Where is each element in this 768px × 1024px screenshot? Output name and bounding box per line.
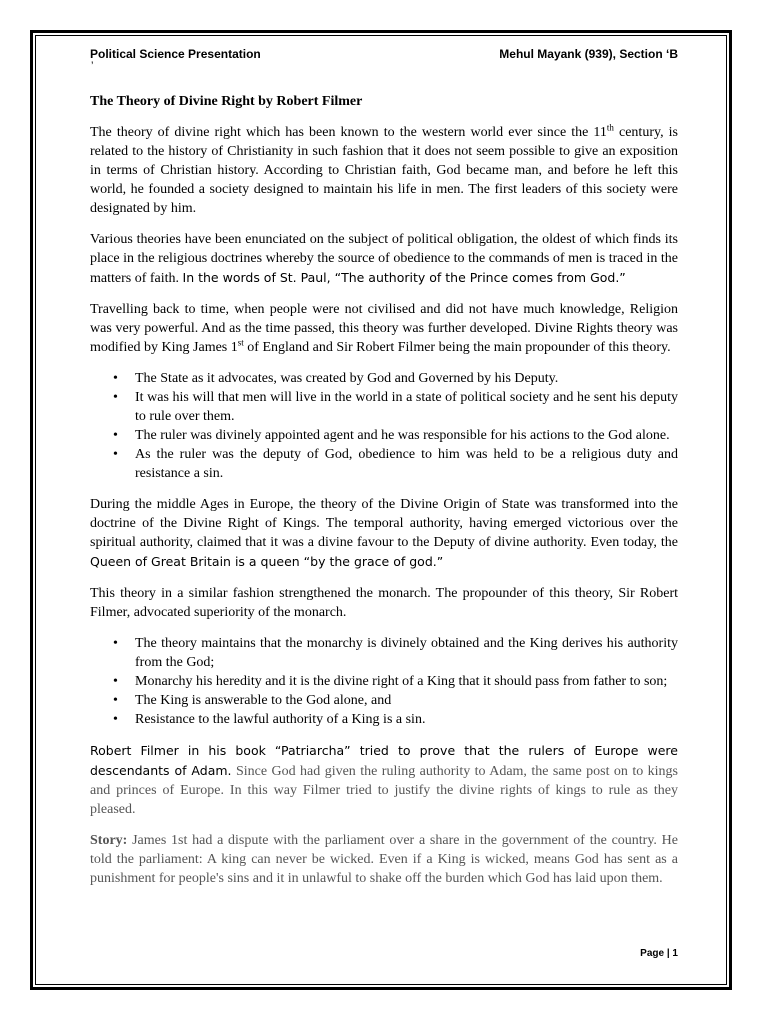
paragraph-text: During the middle Ages in Europe, the theory of the Divine Origin of State was transformed into the doctrine of the Divine Right of Kings. The temporal authority, having emerged victorious over the spiritual authority, claimed that it was a divine favour to the Deputy of divine authority. Even today, the <box>90 497 678 550</box>
header-course-title: Political Science Presentation <box>90 47 261 61</box>
paragraph-history <box>90 300 678 357</box>
list-item: • It was his will that men will live in the world in a state of political society and he sent his deputy to rule over them. <box>135 388 678 426</box>
bullet-list-filmer-theory <box>90 634 678 729</box>
bullet-list-principles <box>90 369 678 483</box>
paragraph-text: Various theories have been enunciated on the subject of political obligation, the oldest of which finds its place in the religious doctrines whereby the source of obedience to the commands of men is traced in the matters of faith. <box>90 232 678 286</box>
paragraph-text: century, is related to the history of Christianity in such fashion that it does not seem possible to give an exposition in terms of Christian history. According to Christian faith, God became man, and before he left this world, he founded a society designed to maintain his life in men. The first leaders of this society were designated by him. <box>90 125 678 216</box>
document-title: The Theory of Divine Right by Robert Filmer <box>90 94 363 109</box>
list-item: • Monarchy his heredity and it is the divine right of a King that it should pass from father to son; <box>135 672 678 691</box>
list-item: • The theory maintains that the monarchy is divinely obtained and the King derives his authority from the God; <box>135 634 678 672</box>
superscript: th <box>606 122 614 133</box>
list-item: • The ruler was divinely appointed agent and he was responsible for his actions to the God alone. <box>135 426 678 445</box>
paragraph-middle-ages <box>90 495 678 572</box>
paragraph-patriarcha <box>90 741 678 819</box>
paragraph-intro <box>90 123 678 218</box>
paragraph-story <box>90 831 678 888</box>
superscript: st <box>237 337 244 348</box>
paragraph-text: of England and Sir Robert Filmer being the main propounder of this theory. <box>243 340 671 355</box>
list-item: • As the ruler was the deputy of God, obedience to him was held to be a religious duty and resistance a sin. <box>135 445 678 483</box>
list-item: • The King is answerable to the God alone, and <box>135 691 678 710</box>
list-item: • The State as it advocates, was created by God and Governed by his Deputy. <box>135 369 678 388</box>
story-label: Story: <box>90 833 128 848</box>
st-paul-quote: In the words of St. Paul, “The authority of the Prince comes from God.” <box>182 270 626 285</box>
header-apostrophe: ’ <box>91 60 94 72</box>
patriarcha-sentence: Robert Filmer in his book “Patriarcha” tried to prove that the rulers of Europe were descendants of Adam. <box>90 743 678 778</box>
document-body <box>90 92 678 900</box>
header-author: Mehul Mayank (939), Section ‘B <box>499 47 678 61</box>
paragraph-filmer: This theory in a similar fashion strengthened the monarch. The propounder of this theory, Sir Robert Filmer, advocated superiority of the monarch. <box>90 586 678 620</box>
page-number: Page | 1 <box>640 948 678 959</box>
paragraph-text: Travelling back to time, when people were not civilised and did not have much knowledge, Religion was very powerful. And as the time passed, this theory was further developed. Divine Rights theory was modified by King James 1 <box>90 302 678 355</box>
paragraph-political-obligation <box>90 230 678 288</box>
queen-quote: Queen of Great Britain is a queen “by the grace of god.” <box>90 554 444 569</box>
paragraph-text: James 1st had a dispute with the parliament over a share in the government of the country. He told the parliament: A king can never be wicked. Even if a King is wicked, means God has sent as a punishment for people's sins and it in unlawful to shake off the burden which God has laid upon them. <box>90 833 678 886</box>
paragraph-text: The theory of divine right which has been known to the western world ever since the 11 <box>90 125 607 140</box>
list-item: • Resistance to the lawful authority of a King is a sin. <box>135 710 678 729</box>
paragraph-text: Since God had given the ruling authority to Adam, the same post on to kings and princes of Europe. In this way Filmer tried to justify the divine rights of kings to rule as they pleased. <box>90 764 679 817</box>
